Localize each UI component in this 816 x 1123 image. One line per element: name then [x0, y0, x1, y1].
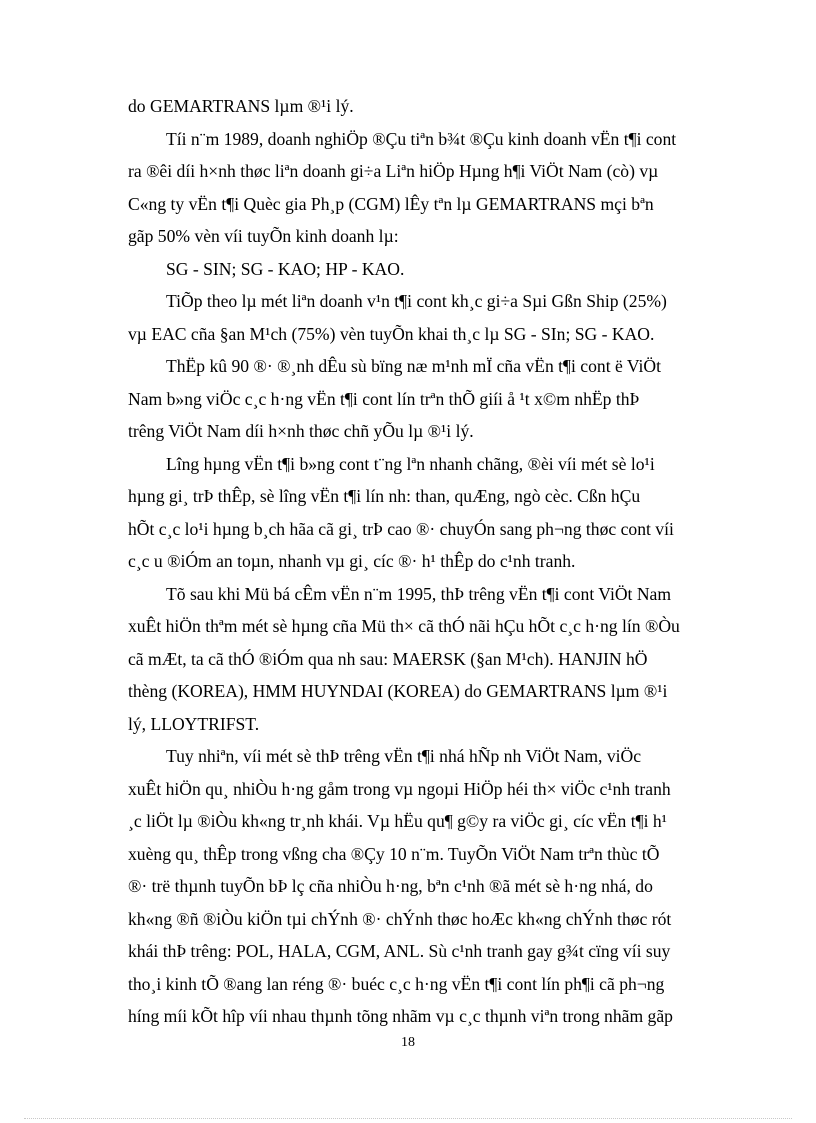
text-line: c¸c u ®iÓm an toµn, nhanh vµ gi¸ cíc ®· h¹ thÊp do c¹nh tranh. [128, 551, 576, 571]
text-line: xuèng qu¸ thÊp trong vßng cha ®Çy 10 n¨m. TuyÕn ViÖt Nam trªn thùc tÕ [128, 843, 660, 864]
text-line: ®· trë thµnh tuyÕn bÞ lç cña nhiÒu h·ng, bªn c¹nh ®ã mét sè h·ng nhá, do [128, 876, 653, 896]
text-line: vµ EAC cña §an M¹ch (75%) vèn tuyÕn khai th¸c lµ SG - SIn; SG - KAO. [128, 323, 655, 344]
text-line: lý, LLOYTRIFST. [128, 713, 260, 734]
text-line: khái thÞ trêng: POL, HALA, CGM, ANL. Sù c¹nh tranh gay g¾t cïng víi suy [128, 941, 671, 961]
text-line: hµng gi¸ trÞ thÊp, sè lîng vËn t¶i lín nh: than, quÆng, ngò cèc. Cßn hÇu [128, 486, 641, 506]
paragraph-first-line: ThËp kû 90 ®· ®¸nh dÊu sù bïng næ m¹nh mÏ cña vËn t¶i cont ë ViÖt [166, 356, 662, 376]
text-line: híng míi kÕt hîp víi nhau thµnh tõng nhãm vµ c¸c thµnh viªn trong nhãm gãp [128, 1006, 673, 1026]
paragraph-first-line: TiÕp theo lµ mét liªn doanh v¹n t¶i cont kh¸c gi÷a Sµi Gßn Ship (25%) [166, 291, 667, 311]
paragraph-first-line: Tõ sau khi Mü bá cÊm vËn n¨m 1995, thÞ trêng vËn t¶i cont ViÖt Nam [166, 583, 672, 604]
text-line: cã mÆt, ta cã thÓ ®iÓm qua nh sau: MAERSK (§an M¹ch). HANJIN hÖ [128, 648, 648, 669]
paragraph-first-line: Lîng hµng vËn t¶i b»ng cont t¨ng lªn nhanh chãng, ®èi víi mét sè lo¹i [166, 453, 655, 474]
text-line: kh«ng ®ñ ®iÒu kiÖn tµi chÝnh ®· chÝnh thøc hoÆc kh«ng chÝnh thøc rót [128, 908, 672, 929]
text-line: gãp 50% vèn víi tuyÕn kinh doanh lµ: [128, 226, 399, 246]
text-line: trêng ViÖt Nam díi h×nh thøc chñ yÕu lµ ®¹i lý. [128, 421, 474, 441]
text-line: do GEMARTRANS lµm ®¹i lý. [128, 96, 354, 116]
paragraph-first-line: SG - SIN; SG - KAO; HP - KAO. [166, 258, 405, 279]
text-line: ¸c liÖt lµ ®iÒu kh«ng tr¸nh khái. Vµ hËu qu¶ g©y ra viÖc gi¸ cíc vËn t¶i h¹ [128, 811, 667, 831]
text-line: ra ®êi díi h×nh thøc liªn doanh gi÷a Liªn hiÖp Hµng h¶i ViÖt Nam (cò) vµ [128, 161, 659, 181]
page-bottom-divider [24, 1118, 792, 1119]
text-line: xuÊt hiÖn thªm mét sè hµng cña Mü th× cã thÓ nãi hÇu hÕt c¸c h·ng lín ®Òu [128, 616, 680, 636]
text-line: Nam b»ng viÖc c¸c h·ng vËn t¶i cont lín trªn thÕ giíi å ¹t x©m nhËp thÞ [128, 388, 640, 409]
paragraph-first-line: Tíi n¨m 1989, doanh nghiÖp ®Çu tiªn b¾t ®Çu kinh doanh vËn t¶i cont [166, 128, 677, 149]
text-line: tho¸i kinh tÕ ®ang lan réng ®· buéc c¸c h·ng vËn t¶i cont lín ph¶i cã ph¬ng [128, 973, 665, 994]
page-number: 18 [401, 1035, 415, 1050]
text-line: hÕt c¸c lo¹i hµng b¸ch hãa cã gi¸ trÞ cao ®· chuyÓn sang ph¬ng thøc cont víi [128, 518, 674, 539]
text-line: C«ng ty vËn t¶i Quèc gia Ph¸p (CGM) lÊy tªn lµ GEMARTRANS mçi bªn [128, 193, 654, 214]
text-line: xuÊt hiÖn qu¸ nhiÒu h·ng gåm trong vµ ngoµi HiÖp héi th× viÖc c¹nh tranh [128, 778, 671, 799]
paragraph-first-line: Tuy nhiªn, víi mét sè thÞ trêng vËn t¶i nhá hÑp nh ViÖt Nam, viÖc [166, 746, 642, 766]
text-line: thèng (KOREA), HMM HUYNDAI (KOREA) do GEMARTRANS lµm ®¹i [128, 681, 668, 701]
